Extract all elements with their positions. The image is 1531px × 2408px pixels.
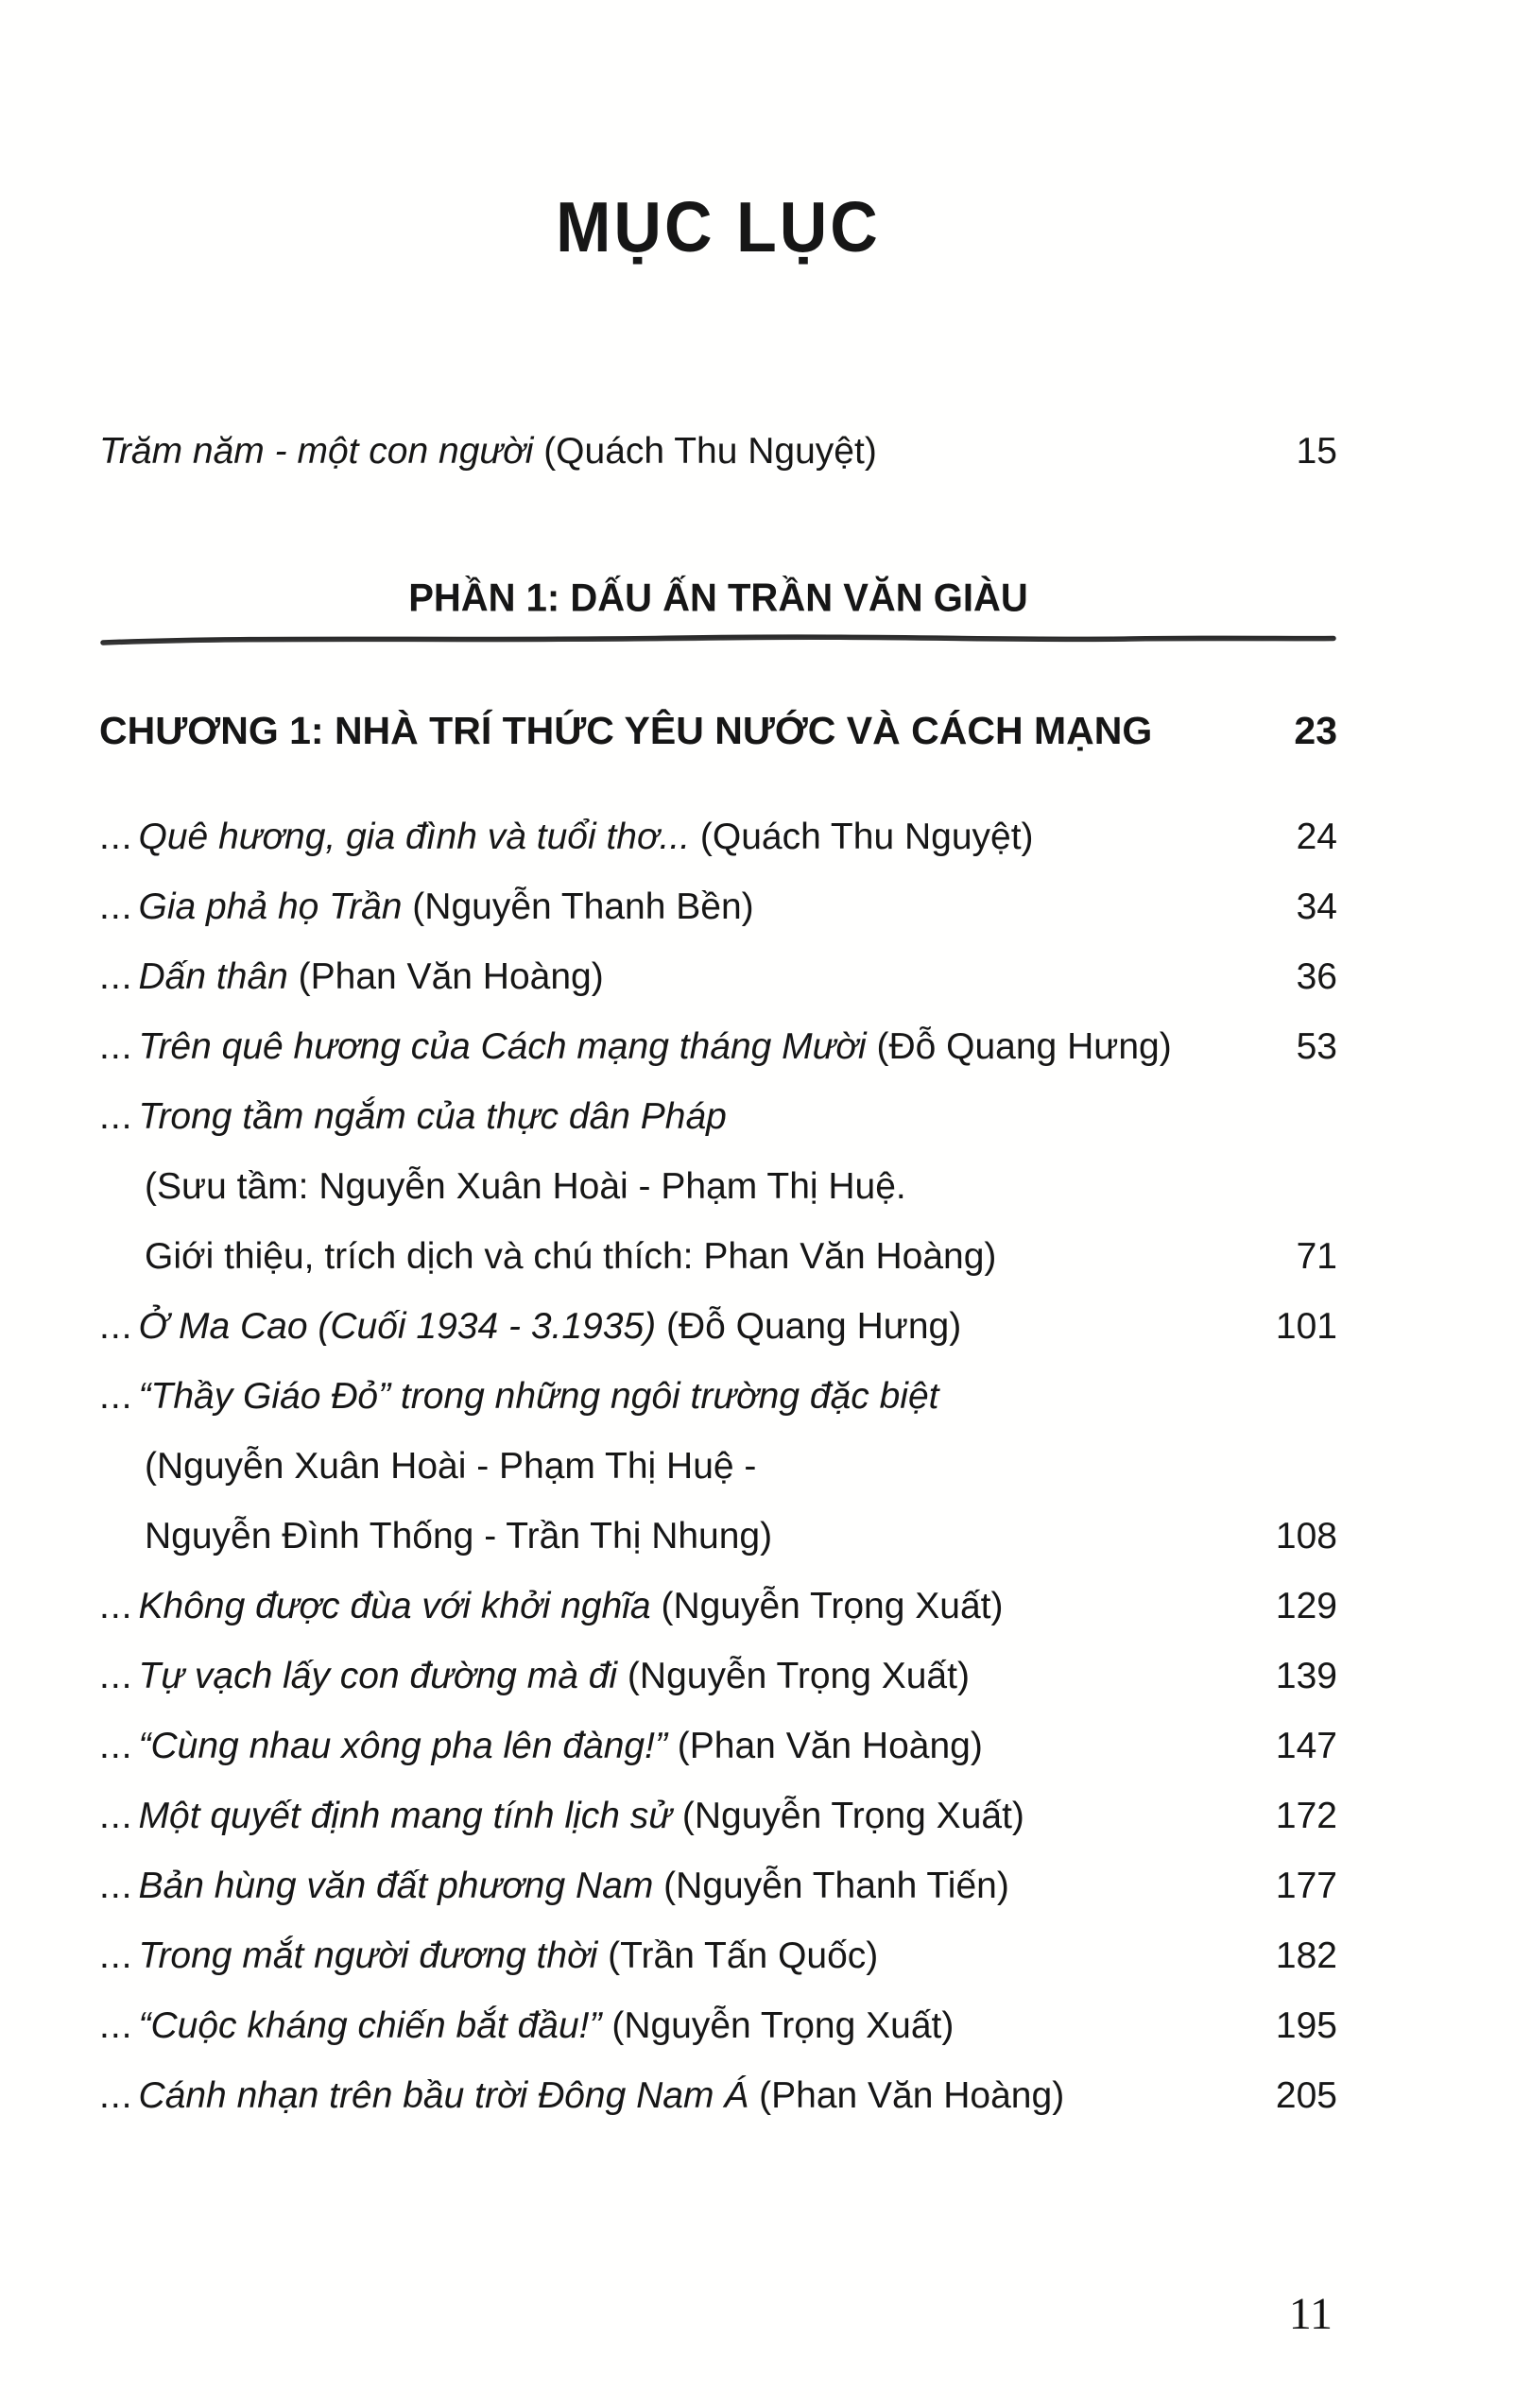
leader-dots: ... [99, 1586, 133, 1626]
entry-text [99, 817, 1250, 858]
entry-author: (Nguyễn Trọng Xuất) [617, 1656, 970, 1696]
entry-text [99, 1935, 1250, 1977]
entry-page-number: 182 [1275, 1935, 1337, 1976]
entry-text [99, 886, 1250, 928]
entry-author: (Quách Thu Nguyệt) [690, 817, 1034, 857]
entry-author: (Quách Thu Nguyệt) [533, 431, 877, 472]
entry-text [99, 1306, 1250, 1348]
entry-page-number: 108 [1275, 1516, 1337, 1557]
section-divider-line [99, 631, 1337, 646]
entry-text [99, 1656, 1250, 1697]
entry-author: (Nguyễn Trọng Xuất) [601, 2005, 955, 2046]
entry-page-number: 177 [1275, 1866, 1337, 1906]
entry-text [99, 1376, 1337, 1418]
entry-page-number: 205 [1275, 2075, 1337, 2116]
entry-text [99, 1026, 1250, 1068]
entry-author: (Phan Văn Hoàng) [748, 2075, 1065, 2116]
entry-title: Quê hương, gia đình và tuổi thơ... [138, 817, 691, 857]
entry-text [99, 1796, 1250, 1837]
entry-page-number: 172 [1275, 1796, 1337, 1836]
entry-author: (Đỗ Quang Hưng) [656, 1306, 962, 1347]
entry-author: (Nguyễn Thanh Tiến) [653, 1866, 1009, 1906]
entry-page-number: 53 [1296, 1026, 1337, 1067]
entry-author: (Nguyễn Trọng Xuất) [650, 1586, 1004, 1626]
entry-page-number: 71 [1296, 1236, 1337, 1277]
entry-author: CHƯƠNG 1: NHÀ TRÍ THỨC YÊU NƯỚC VÀ CÁCH MẠNG [99, 709, 1153, 752]
part-heading: PHẦN 1: DẤU ẤN TRẦN VĂN GIÀU [408, 576, 1028, 621]
page-title: MỤC LỤC [556, 186, 881, 267]
leader-dots: ... [99, 1096, 133, 1137]
leader-dots: ... [99, 1866, 133, 1906]
entry-author: Giới thiệu, trích dịch và chú thích: Phan Văn Hoàng) [145, 1236, 997, 1277]
toc-entry [99, 886, 1337, 956]
entry-page-number: 195 [1275, 2005, 1337, 2046]
entry-title: Ở Ma Cao (Cuối 1934 - 3.1935) [138, 1306, 657, 1347]
leader-dots: ... [99, 956, 133, 997]
toc-entry [99, 1026, 1337, 1096]
entry-text [99, 1866, 1250, 1907]
toc-entry [99, 1516, 1337, 1586]
toc-entry [99, 2005, 1337, 2075]
entry-author: (Nguyễn Trọng Xuất) [672, 1796, 1024, 1836]
leader-dots: ... [99, 2005, 133, 2046]
toc-entry-front [99, 431, 1337, 501]
toc-entry [99, 1376, 1337, 1446]
entry-text [99, 1166, 1337, 1208]
entry-page-number: 101 [1275, 1306, 1337, 1347]
toc-entry [99, 1236, 1337, 1306]
leader-dots: ... [99, 1796, 133, 1836]
leader-dots: ... [99, 886, 133, 927]
entry-author: (Nguyễn Xuân Hoài - Phạm Thị Huệ - [145, 1446, 757, 1487]
entry-page-number: 23 [1294, 709, 1337, 752]
entry-text [99, 956, 1250, 998]
entry-text [99, 431, 1250, 473]
entry-author: (Trần Tấn Quốc) [597, 1935, 879, 1976]
entry-author: (Phan Văn Hoàng) [666, 1726, 983, 1766]
entry-text [99, 709, 1250, 753]
toc-entry [99, 1306, 1337, 1376]
entry-author: (Nguyễn Thanh Bền) [402, 886, 754, 927]
entry-title: “Cùng nhau xông pha lên đàng!” [138, 1726, 667, 1766]
entry-title: Dấn thân [138, 956, 288, 997]
entry-text [99, 1516, 1250, 1557]
leader-dots: ... [99, 2075, 133, 2116]
toc-entry [99, 1796, 1337, 1866]
page-number-footer: 11 [1288, 2289, 1333, 2339]
entry-text [99, 2005, 1250, 2047]
toc-entry [99, 1586, 1337, 1656]
entry-text [99, 2075, 1250, 2117]
entry-page-number: 129 [1275, 1586, 1337, 1626]
entry-page-number: 15 [1296, 431, 1337, 472]
entry-author: (Đỗ Quang Hưng) [866, 1026, 1172, 1067]
entry-title: Không được đùa với khởi nghĩa [138, 1586, 651, 1626]
entry-page-number: 24 [1296, 817, 1337, 857]
toc-entry [99, 1656, 1337, 1726]
leader-dots: ... [99, 1376, 133, 1417]
entry-title: “Cuộc kháng chiến bắt đầu!” [138, 2005, 602, 2046]
entry-title: Trên quê hương của Cách mạng tháng Mười [138, 1026, 867, 1067]
entry-title: Bản hùng văn đất phương Nam [138, 1866, 654, 1906]
toc-entry [99, 817, 1337, 886]
leader-dots: ... [99, 1726, 133, 1766]
entry-text [99, 1726, 1250, 1767]
leader-dots: ... [99, 1026, 133, 1067]
toc-entry [99, 709, 1337, 779]
toc-entry [99, 1726, 1337, 1796]
entry-title: Trăm năm - một con người [99, 431, 534, 472]
leader-dots: ... [99, 1656, 133, 1696]
leader-dots: ... [99, 1306, 133, 1347]
entry-page-number: 139 [1275, 1656, 1337, 1696]
entry-page-number: 34 [1296, 886, 1337, 927]
entry-author: (Sưu tầm: Nguyễn Xuân Hoài - Phạm Thị Huệ. [145, 1166, 906, 1207]
entry-title: Trong tầm ngắm của thực dân Pháp [138, 1096, 727, 1137]
entry-text [99, 1236, 1250, 1278]
toc-entry [99, 1096, 1337, 1166]
toc-entry [99, 2075, 1337, 2145]
entry-page-number: 147 [1275, 1726, 1337, 1766]
entry-page-number: 36 [1296, 956, 1337, 997]
entry-title: Trong mắt người đương thời [138, 1935, 598, 1976]
toc-entry [99, 956, 1337, 1026]
toc-entry [99, 1935, 1337, 2005]
entry-title: Gia phả họ Trần [138, 886, 403, 927]
entry-author: Nguyễn Đình Thống - Trần Thị Nhung) [145, 1516, 773, 1557]
toc-entry [99, 1866, 1337, 1935]
leader-dots: ... [99, 1935, 133, 1976]
leader-dots: ... [99, 817, 133, 857]
entry-text [99, 1586, 1250, 1627]
entry-title: Một quyết định mang tính lịch sử [138, 1796, 673, 1836]
toc-entry [99, 1166, 1337, 1236]
entry-text [99, 1096, 1337, 1138]
toc-entry [99, 1446, 1337, 1516]
entry-title: Tự vạch lấy con đường mà đi [138, 1656, 618, 1696]
entry-title: “Thầy Giáo Đỏ” trong những ngôi trường đặc biệt [138, 1376, 939, 1417]
entry-title: Cánh nhạn trên bầu trời Đông Nam Á [138, 2075, 749, 2116]
entry-author: (Phan Văn Hoàng) [287, 956, 604, 997]
toc-list [99, 709, 1337, 2145]
entry-text [99, 1446, 1337, 1488]
